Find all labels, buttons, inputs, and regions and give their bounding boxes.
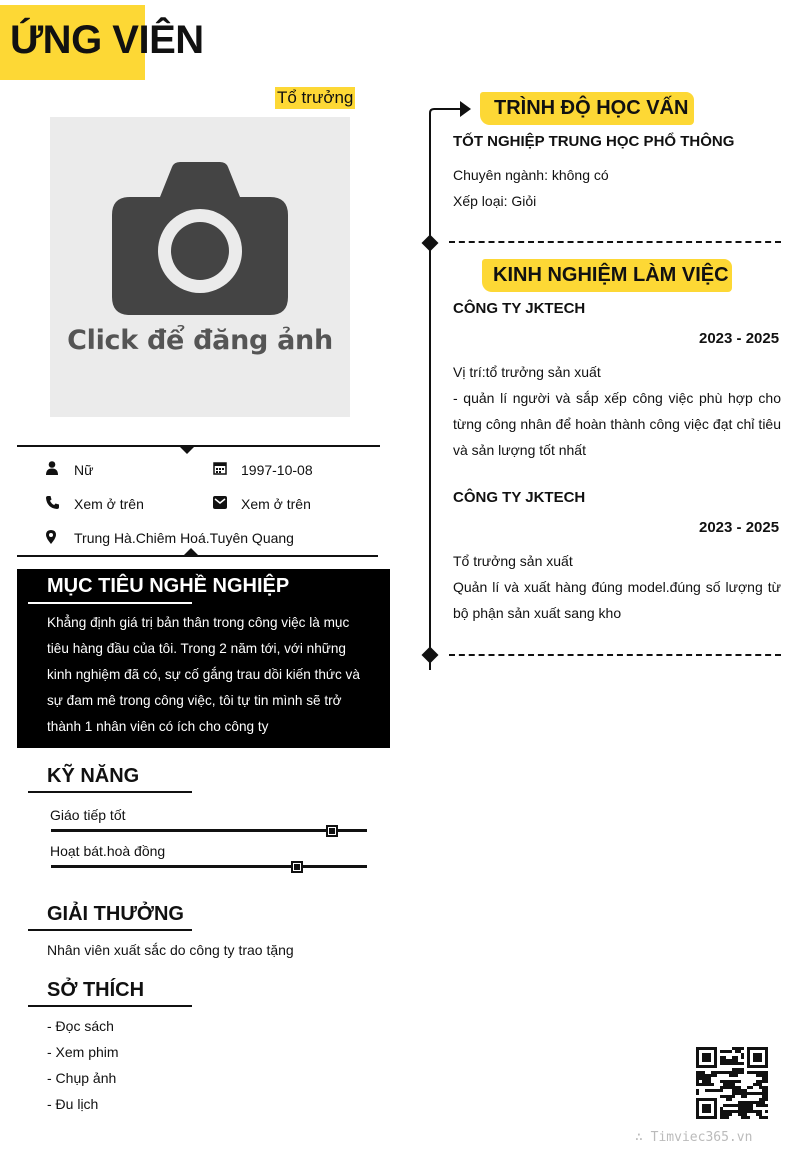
timeline-diamond bbox=[422, 235, 439, 252]
hobby-item: - Đọc sách bbox=[47, 1018, 114, 1034]
hobby-item: - Đu lịch bbox=[47, 1096, 99, 1112]
job-company: CÔNG TY JKTECH bbox=[453, 489, 586, 506]
birthday: 1997-10-08 bbox=[241, 462, 313, 478]
timeline-arrow-icon bbox=[429, 99, 473, 121]
phone: Xem ở trên bbox=[74, 496, 144, 512]
skill-level-knob[interactable] bbox=[326, 825, 338, 837]
person-icon bbox=[46, 461, 58, 475]
hobbies-underline bbox=[28, 1005, 192, 1007]
candidate-name: ỨNG VIÊN bbox=[10, 18, 204, 62]
objective-title: MỤC TIÊU NGHỀ NGHIỆP bbox=[47, 575, 290, 597]
skill-bar bbox=[51, 865, 367, 868]
section-divider bbox=[449, 654, 781, 656]
skills-title: KỸ NĂNG bbox=[47, 765, 140, 787]
position-title: Tổ trưởng bbox=[277, 88, 354, 107]
awards-title: GIẢI THƯỞNG bbox=[47, 903, 184, 925]
skill-bar bbox=[51, 829, 367, 832]
watermark: ∴ Timviec365.vn bbox=[635, 1130, 753, 1145]
divider bbox=[17, 555, 378, 557]
education-school: TỐT NGHIỆP TRUNG HỌC PHỔ THÔNG bbox=[453, 133, 735, 150]
education-title: TRÌNH ĐỘ HỌC VẤN bbox=[494, 97, 689, 119]
gender: Nữ bbox=[74, 462, 94, 478]
experience-title: KINH NGHIỆM LÀM VIỆC bbox=[493, 264, 729, 286]
hobbies-title: SỞ THÍCH bbox=[47, 979, 145, 1001]
job-description: Quản lí và xuất hàng đúng model.đúng số lượng từ bộ phận sản xuất sang kho bbox=[453, 579, 781, 621]
calendar-icon bbox=[213, 461, 227, 475]
divider-arrow bbox=[179, 446, 195, 454]
education-major: Chuyên ngành: không có bbox=[453, 167, 609, 183]
award-text: Nhân viên xuất sắc do công ty trao tặng bbox=[47, 942, 294, 958]
job-period: 2023 - 2025 bbox=[699, 519, 780, 536]
email: Xem ở trên bbox=[241, 496, 311, 512]
objective-text: Khẳng định giá trị bản thân trong công việc là mục tiêu hàng đầu của tôi. Trong 2 năm tới, với những kinh nghiệm đã có, sự cố gắng trau dồi kiến thức và sự đam mê trong công việc, tôi tự tin mình sẽ trở thành 1 nhân viên có ích cho công ty bbox=[47, 615, 360, 734]
email-icon bbox=[213, 496, 227, 509]
skills-underline bbox=[28, 791, 192, 793]
skill-label: Giáo tiếp tốt bbox=[50, 807, 126, 823]
job-company: CÔNG TY JKTECH bbox=[453, 300, 586, 317]
timeline-line bbox=[429, 117, 431, 670]
phone-icon bbox=[46, 496, 59, 509]
objective-underline bbox=[28, 602, 192, 604]
photo-upload[interactable] bbox=[50, 117, 350, 417]
job-description: - quản lí người và sắp xếp công việc phù hợp cho từng công nhân để hoàn thành công việc đạt chỉ tiêu và sản lượng tốt nhất bbox=[453, 390, 781, 458]
qr-code[interactable] bbox=[696, 1047, 768, 1119]
location-icon bbox=[46, 530, 56, 544]
skill-level-knob[interactable] bbox=[291, 861, 303, 873]
skill-label: Hoạt bát.hoà đồng bbox=[50, 843, 166, 859]
awards-underline bbox=[28, 929, 192, 931]
job-role: Vị trí:tổ trưởng sản xuất bbox=[453, 364, 601, 380]
job-role: Tổ trưởng sản xuất bbox=[453, 553, 573, 569]
timeline-diamond bbox=[422, 647, 439, 664]
hobby-item: - Chụp ảnh bbox=[47, 1070, 117, 1086]
section-divider bbox=[449, 241, 781, 243]
hobby-item: - Xem phim bbox=[47, 1044, 119, 1060]
photo-upload-label[interactable]: Click để đăng ảnh bbox=[67, 325, 333, 356]
address: Trung Hà.Chiêm Hoá.Tuyên Quang bbox=[74, 530, 294, 546]
camera-icon bbox=[110, 161, 290, 317]
education-grade: Xếp loại: Giỏi bbox=[453, 193, 537, 209]
job-period: 2023 - 2025 bbox=[699, 330, 780, 347]
divider bbox=[17, 445, 380, 447]
